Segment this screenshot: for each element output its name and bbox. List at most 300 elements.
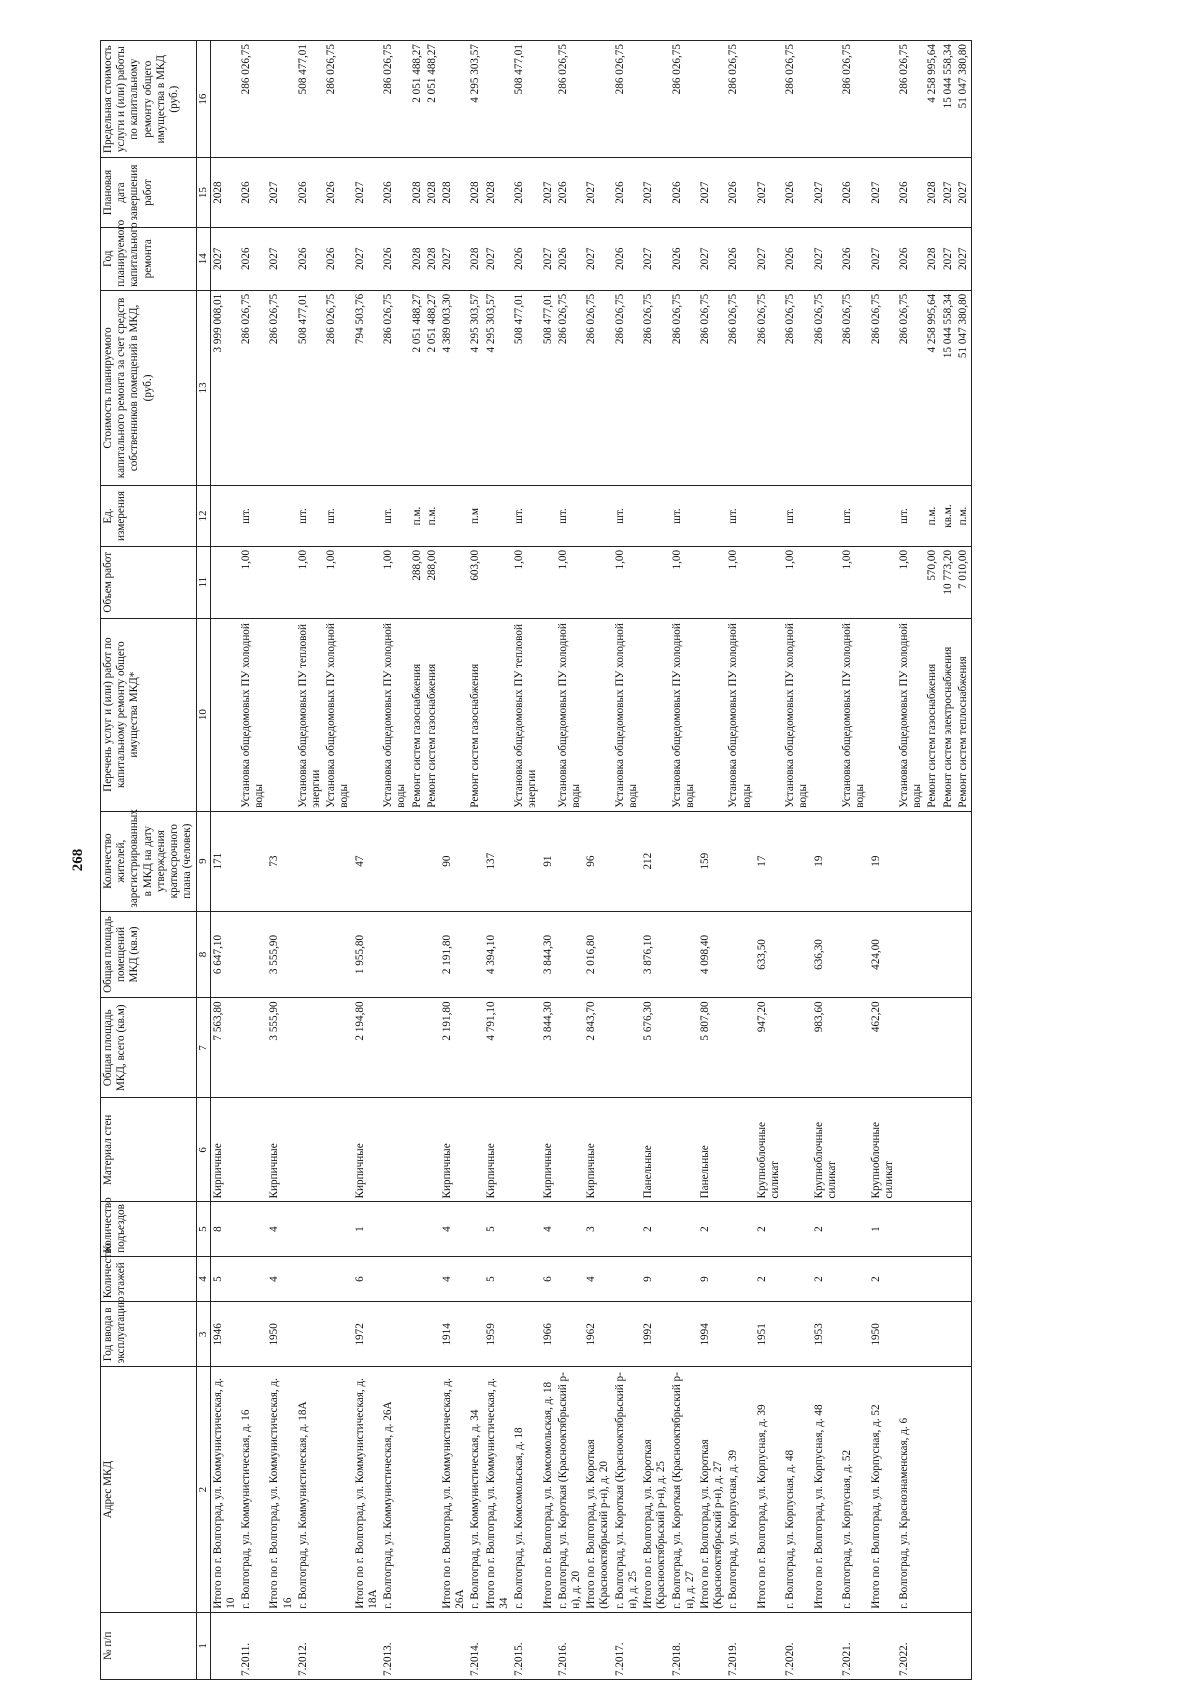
header-row (101, 41, 197, 1680)
residents (783, 811, 811, 911)
residents (425, 811, 440, 911)
floors: 4 (440, 1256, 468, 1302)
max-cost: 15 044 558,34 (941, 41, 956, 158)
premises-area (956, 911, 972, 998)
work-volume (641, 546, 669, 618)
work-volume: 1,00 (783, 546, 811, 618)
table-row (484, 41, 512, 1680)
work-type (440, 618, 468, 811)
plan-year: 2028 (425, 227, 440, 290)
address: г. Волгоград, ул. Краснознаменская, д. 6 (897, 1367, 925, 1612)
entrances (726, 1202, 754, 1256)
work-volume: 603,00 (468, 546, 483, 618)
residents: 90 (440, 811, 468, 911)
column-header: Количество подъездов (101, 1202, 197, 1256)
premises-area (556, 911, 584, 998)
residents: 17 (755, 811, 783, 911)
unit (541, 486, 556, 547)
floors (556, 1256, 584, 1302)
entrances: 2 (698, 1202, 726, 1256)
unit: шт. (897, 486, 925, 547)
total-area (956, 998, 972, 1098)
completion-date: 2027 (541, 158, 556, 227)
max-cost (440, 41, 468, 158)
wall-material (726, 1098, 754, 1202)
wall-material (239, 1098, 267, 1202)
floors: 2 (869, 1256, 897, 1302)
completion-date: 2026 (613, 158, 641, 227)
floors: 6 (541, 1256, 556, 1302)
floors (296, 1256, 324, 1302)
work-volume: 7 010,00 (956, 546, 972, 618)
table-row (425, 41, 440, 1680)
unit: п.м (468, 486, 483, 547)
completion-date: 2027 (812, 158, 840, 227)
work-volume (869, 546, 897, 618)
column-number: 12 (196, 486, 210, 547)
planned-cost: 4 258 995,64 (925, 290, 940, 485)
address: г. Волгоград, ул. Коммунистическая, д. 34 (468, 1367, 483, 1612)
unit: шт. (726, 486, 754, 547)
row-number: 7.2011. (239, 1612, 267, 1679)
max-cost (484, 41, 512, 158)
row-number (584, 1612, 612, 1679)
entrances (410, 1202, 425, 1256)
work-volume (755, 546, 783, 618)
row-number: 7.2018. (670, 1612, 698, 1679)
commission-year: 1992 (641, 1302, 669, 1367)
address: г. Волгоград, ул. Короткая (Краснооктябрьский р-н), д. 25 (613, 1367, 641, 1612)
work-type: Установка общедомовых ПУ холодной воды (324, 618, 352, 811)
completion-date: 2028 (410, 158, 425, 227)
commission-year: 1950 (869, 1302, 897, 1367)
work-type: Установка общедомовых ПУ холодной воды (783, 618, 811, 811)
work-volume: 10 773,20 (941, 546, 956, 618)
work-type (584, 618, 612, 811)
work-volume: 1,00 (324, 546, 352, 618)
max-cost: 2 051 488,27 (425, 41, 440, 158)
residents: 96 (584, 811, 612, 911)
wall-material (840, 1098, 868, 1202)
total-area (941, 998, 956, 1098)
completion-date: 2027 (267, 158, 295, 227)
plan-year: 2026 (670, 227, 698, 290)
row-number (440, 1612, 468, 1679)
row-number: 7.2013. (381, 1612, 409, 1679)
row-number (324, 1612, 352, 1679)
total-area: 3 844,30 (541, 998, 556, 1098)
unit (210, 486, 239, 547)
wall-material: Кирпичные (484, 1098, 512, 1202)
work-type: Установка общедомовых ПУ холодной воды (726, 618, 754, 811)
commission-year (239, 1302, 267, 1367)
column-header: Год планируемого капитального ремонта (101, 227, 197, 290)
plan-year: 2026 (239, 227, 267, 290)
work-volume: 1,00 (840, 546, 868, 618)
total-area: 4 791,10 (484, 998, 512, 1098)
premises-area (897, 911, 925, 998)
max-cost: 4 258 995,64 (925, 41, 940, 158)
wall-material (410, 1098, 425, 1202)
row-number (698, 1612, 726, 1679)
planned-cost: 286 026,75 (812, 290, 840, 485)
completion-date: 2026 (670, 158, 698, 227)
wall-material (324, 1098, 352, 1202)
entrances: 1 (353, 1202, 381, 1256)
work-volume (353, 546, 381, 618)
floors (941, 1256, 956, 1302)
commission-year (840, 1302, 868, 1367)
premises-area (925, 911, 940, 998)
work-type: Установка общедомовых ПУ холодной воды (556, 618, 584, 811)
entrances (468, 1202, 483, 1256)
unit: п.м. (925, 486, 940, 547)
unit (698, 486, 726, 547)
work-type (484, 618, 512, 811)
unit: кв.м. (941, 486, 956, 547)
completion-date: 2028 (425, 158, 440, 227)
completion-date: 2026 (726, 158, 754, 227)
floors (726, 1256, 754, 1302)
work-volume (440, 546, 468, 618)
total-area: 2 843,70 (584, 998, 612, 1098)
planned-cost: 508 477,01 (512, 290, 540, 485)
residents (925, 811, 940, 911)
max-cost: 286 026,75 (783, 41, 811, 158)
column-number: 9 (196, 811, 210, 911)
entrances: 4 (267, 1202, 295, 1256)
plan-year: 2028 (410, 227, 425, 290)
total-area (925, 998, 940, 1098)
floors (925, 1256, 940, 1302)
work-volume: 1,00 (897, 546, 925, 618)
row-number: 7.2019. (726, 1612, 754, 1679)
entrances: 3 (584, 1202, 612, 1256)
residents (381, 811, 409, 911)
row-number (267, 1612, 295, 1679)
unit (869, 486, 897, 547)
planned-cost: 794 503,76 (353, 290, 381, 485)
premises-area: 3 555,90 (267, 911, 295, 998)
wall-material (556, 1098, 584, 1202)
premises-area: 3 844,30 (541, 911, 556, 998)
plan-year: 2027 (956, 227, 972, 290)
row-number (755, 1612, 783, 1679)
residents (556, 811, 584, 911)
floors (956, 1256, 972, 1302)
unit: шт. (840, 486, 868, 547)
unit (812, 486, 840, 547)
floors: 2 (812, 1256, 840, 1302)
residents (726, 811, 754, 911)
work-volume: 1,00 (296, 546, 324, 618)
work-type: Установка общедомовых ПУ холодной воды (840, 618, 868, 811)
repair-plan-table (100, 40, 972, 1680)
address: Итого по г. Волгоград, ул. Коммунистическая, д. 26А (440, 1367, 468, 1612)
residents (410, 811, 425, 911)
planned-cost: 286 026,75 (840, 290, 868, 485)
entrances (840, 1202, 868, 1256)
column-number: 4 (196, 1256, 210, 1302)
unit (267, 486, 295, 547)
address: Итого по г. Волгоград, ул. Коммунистическая, д. 18А (353, 1367, 381, 1612)
address: г. Волгоград, ул. Коммунистическая, д. 18А (296, 1367, 324, 1612)
max-cost: 286 026,75 (556, 41, 584, 158)
max-cost: 4 295 303,57 (468, 41, 483, 158)
table-row (941, 41, 956, 1680)
wall-material: Панельные (698, 1098, 726, 1202)
planned-cost: 286 026,75 (869, 290, 897, 485)
plan-year: 2026 (897, 227, 925, 290)
page-number: 268 (70, 848, 86, 872)
completion-date: 2026 (324, 158, 352, 227)
work-type (812, 618, 840, 811)
row-number (941, 1612, 956, 1679)
work-type: Установка общедомовых ПУ тепловой энергии (512, 618, 540, 811)
column-header: Год ввода в эксплуатацию (101, 1302, 197, 1367)
premises-area (381, 911, 409, 998)
table-row (353, 41, 381, 1680)
column-number: 16 (196, 41, 210, 158)
floors (425, 1256, 440, 1302)
total-area (381, 998, 409, 1098)
max-cost (584, 41, 612, 158)
completion-date: 2028 (440, 158, 468, 227)
entrances (941, 1202, 956, 1256)
residents: 159 (698, 811, 726, 911)
residents: 19 (812, 811, 840, 911)
work-volume: 288,00 (410, 546, 425, 618)
floors (613, 1256, 641, 1302)
column-number: 6 (196, 1098, 210, 1202)
row-number: 7.2021. (840, 1612, 868, 1679)
unit: п.м. (956, 486, 972, 547)
planned-cost: 286 026,75 (381, 290, 409, 485)
commission-year (381, 1302, 409, 1367)
plan-year: 2028 (925, 227, 940, 290)
commission-year: 1946 (210, 1302, 239, 1367)
work-type (267, 618, 295, 811)
unit: шт. (324, 486, 352, 547)
planned-cost: 286 026,75 (726, 290, 754, 485)
unit: шт. (381, 486, 409, 547)
completion-date: 2028 (484, 158, 512, 227)
floors (410, 1256, 425, 1302)
work-type (541, 618, 556, 811)
table-row (556, 41, 584, 1680)
max-cost (353, 41, 381, 158)
planned-cost: 286 026,75 (239, 290, 267, 485)
row-number (410, 1612, 425, 1679)
address (425, 1367, 440, 1612)
commission-year (296, 1302, 324, 1367)
column-number: 15 (196, 158, 210, 227)
entrances (324, 1202, 352, 1256)
column-header: Плановая дата завершения работ (101, 158, 197, 227)
completion-date: 2028 (468, 158, 483, 227)
premises-area: 4 394,10 (484, 911, 512, 998)
column-header: Перечень услуг и (или) работ по капитальному ремонту общего имущества МКД* (101, 618, 197, 811)
floors (468, 1256, 483, 1302)
work-volume: 1,00 (613, 546, 641, 618)
wall-material (783, 1098, 811, 1202)
work-volume (812, 546, 840, 618)
table-row (783, 41, 811, 1680)
row-number (353, 1612, 381, 1679)
address: г. Волгоград, ул. Корпусная, д. 52 (840, 1367, 868, 1612)
commission-year (726, 1302, 754, 1367)
commission-year: 1959 (484, 1302, 512, 1367)
table-row (324, 41, 352, 1680)
entrances: 2 (812, 1202, 840, 1256)
work-volume (484, 546, 512, 618)
max-cost: 286 026,75 (324, 41, 352, 158)
total-area: 462,20 (869, 998, 897, 1098)
address: Итого по г. Волгоград, ул. Корпусная, д. 39 (755, 1367, 783, 1612)
planned-cost: 286 026,75 (897, 290, 925, 485)
completion-date: 2026 (897, 158, 925, 227)
unit (484, 486, 512, 547)
commission-year (512, 1302, 540, 1367)
column-header: Адрес МКД (101, 1367, 197, 1612)
table-body (210, 41, 972, 1680)
row-number: 7.2015. (512, 1612, 540, 1679)
commission-year (410, 1302, 425, 1367)
max-cost: 2 051 488,27 (410, 41, 425, 158)
entrances: 4 (440, 1202, 468, 1256)
residents (941, 811, 956, 911)
address (410, 1367, 425, 1612)
residents: 171 (210, 811, 239, 911)
plan-year: 2026 (324, 227, 352, 290)
work-type: Установка общедомовых ПУ холодной воды (613, 618, 641, 811)
column-header: Количество этажей (101, 1256, 197, 1302)
wall-material (613, 1098, 641, 1202)
column-header: Количество жителей, зарегистрированных в МКД на дату утверждения краткосрочного плана (человек) (101, 811, 197, 911)
work-volume: 1,00 (670, 546, 698, 618)
entrances: 4 (541, 1202, 556, 1256)
work-volume (267, 546, 295, 618)
column-header: Общая площадь помещений МКД (кв.м) (101, 911, 197, 998)
work-type (353, 618, 381, 811)
wall-material: Крупноблочные силикат (755, 1098, 783, 1202)
planned-cost: 51 047 380,80 (956, 290, 972, 485)
column-header: Стоимость планируемого капитального ремонта за счет средств собственников помещений в МКД, (руб.) (101, 290, 197, 485)
address: Итого по г. Волгоград, ул. Корпусная, д. 48 (812, 1367, 840, 1612)
plan-year: 2026 (381, 227, 409, 290)
commission-year: 1994 (698, 1302, 726, 1367)
wall-material (956, 1098, 972, 1202)
residents: 19 (869, 811, 897, 911)
total-area (897, 998, 925, 1098)
commission-year (324, 1302, 352, 1367)
wall-material: Панельные (641, 1098, 669, 1202)
commission-year: 1914 (440, 1302, 468, 1367)
floors: 2 (755, 1256, 783, 1302)
table-row (440, 41, 468, 1680)
wall-material (897, 1098, 925, 1202)
total-area (324, 998, 352, 1098)
max-cost: 508 477,01 (296, 41, 324, 158)
plan-year: 2026 (783, 227, 811, 290)
commission-year: 1972 (353, 1302, 381, 1367)
commission-year (670, 1302, 698, 1367)
work-volume: 570,00 (925, 546, 940, 618)
floors (324, 1256, 352, 1302)
unit (641, 486, 669, 547)
plan-year: 2027 (353, 227, 381, 290)
table-row (812, 41, 840, 1680)
max-cost (812, 41, 840, 158)
table-row (267, 41, 295, 1680)
table-row (239, 41, 267, 1680)
table-row (410, 41, 425, 1680)
residents (296, 811, 324, 911)
row-number (210, 1612, 239, 1679)
wall-material: Кирпичные (353, 1098, 381, 1202)
wall-material: Кирпичные (541, 1098, 556, 1202)
planned-cost: 3 999 008,01 (210, 290, 239, 485)
address: г. Волгоград, ул. Корпусная, д. 48 (783, 1367, 811, 1612)
premises-area (941, 911, 956, 998)
unit: шт. (239, 486, 267, 547)
plan-year: 2027 (941, 227, 956, 290)
plan-year: 2028 (468, 227, 483, 290)
work-type (698, 618, 726, 811)
max-cost (210, 41, 239, 158)
work-type (641, 618, 669, 811)
max-cost: 508 477,01 (512, 41, 540, 158)
total-area (840, 998, 868, 1098)
commission-year: 1950 (267, 1302, 295, 1367)
commission-year (468, 1302, 483, 1367)
total-area (296, 998, 324, 1098)
completion-date: 2027 (584, 158, 612, 227)
work-type: Установка общедомовых ПУ тепловой энергии (296, 618, 324, 811)
wall-material: Кирпичные (210, 1098, 239, 1202)
plan-year: 2027 (484, 227, 512, 290)
address: г. Волгоград, ул. Комсомольская, д. 18 (512, 1367, 540, 1612)
residents (324, 811, 352, 911)
table-row (698, 41, 726, 1680)
table-row (726, 41, 754, 1680)
commission-year: 1951 (755, 1302, 783, 1367)
wall-material (512, 1098, 540, 1202)
planned-cost: 4 389 003,30 (440, 290, 468, 485)
address (941, 1367, 956, 1612)
address: Итого по г. Волгоград, ул. Коммунистическая, д. 10 (210, 1367, 239, 1612)
work-volume: 1,00 (726, 546, 754, 618)
wall-material (381, 1098, 409, 1202)
table-row (755, 41, 783, 1680)
address: г. Волгоград, ул. Корпусная, д. 39 (726, 1367, 754, 1612)
max-cost (267, 41, 295, 158)
planned-cost: 4 295 303,57 (468, 290, 483, 485)
premises-area: 2 016,80 (584, 911, 612, 998)
total-area: 5 807,80 (698, 998, 726, 1098)
entrances: 2 (755, 1202, 783, 1256)
plan-year: 2026 (296, 227, 324, 290)
table-row (468, 41, 483, 1680)
residents (512, 811, 540, 911)
premises-area: 6 647,10 (210, 911, 239, 998)
table-row (840, 41, 868, 1680)
floors (897, 1256, 925, 1302)
column-header: Ед. измерения (101, 486, 197, 547)
commission-year: 1962 (584, 1302, 612, 1367)
address: Итого по г. Волгоград, ул. Корпусная, д. 52 (869, 1367, 897, 1612)
unit: шт. (556, 486, 584, 547)
